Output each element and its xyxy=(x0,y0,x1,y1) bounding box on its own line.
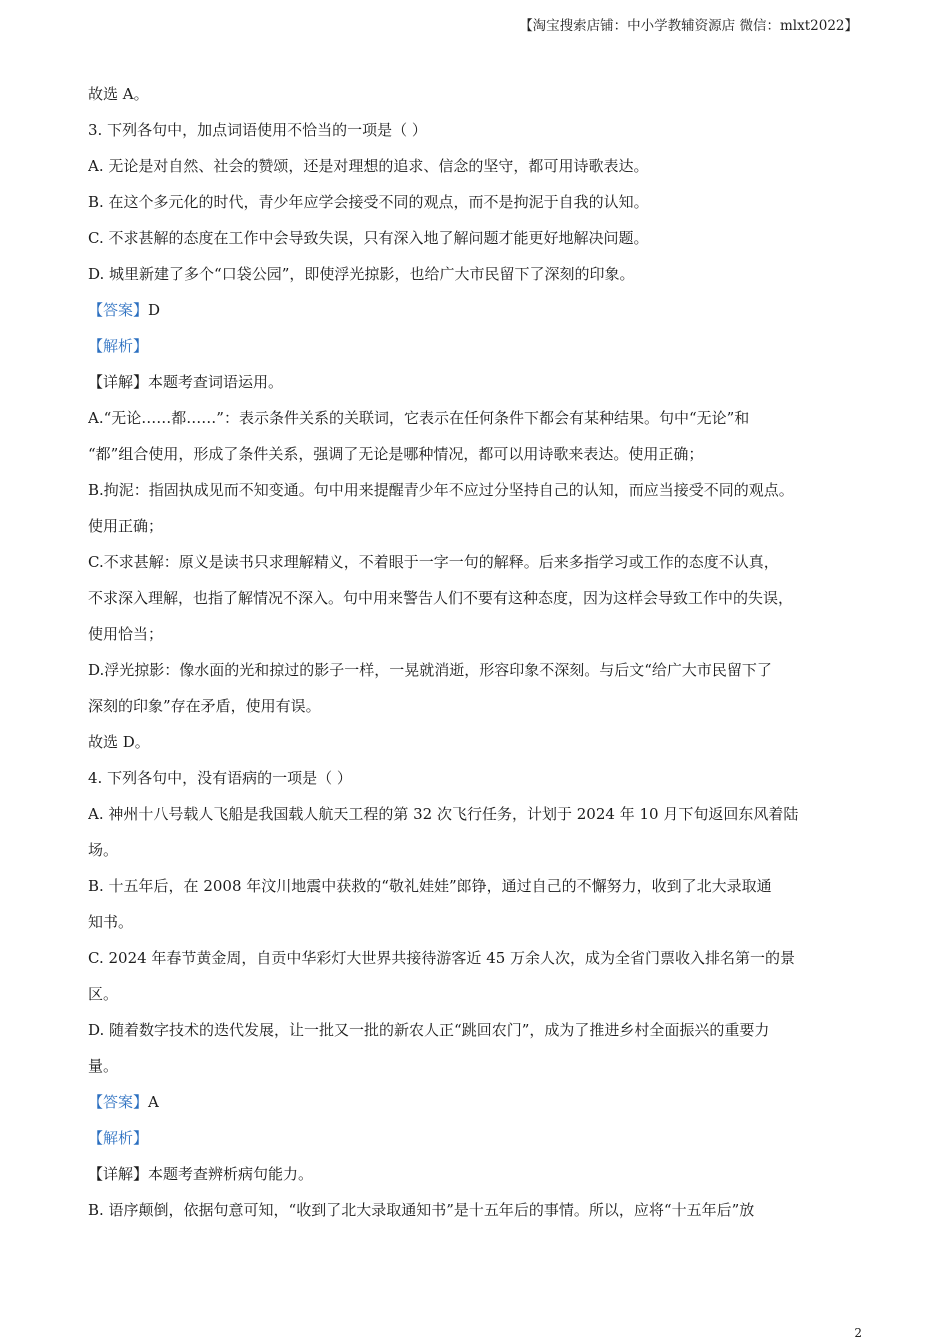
answer-value: D xyxy=(148,301,161,319)
line-text: 不求深入理解，也指了解情况不深入。句中用来警告人们不要有这种态度，因为这样会导致工作中的失误， xyxy=(88,589,794,607)
line-text: 使用恰当； xyxy=(88,625,164,643)
line-text: 知书。 xyxy=(88,913,134,931)
text-line xyxy=(88,328,866,364)
line-text: D. 随着数字技术的迭代发展，让一批又一批的新农人正“跳回农门”，成为了推进乡村全面振兴的重要力 xyxy=(88,1021,770,1039)
emphasized-term: 没有语病 xyxy=(197,769,258,787)
line-text: 于自我的认知。 xyxy=(543,193,649,211)
line-text: 【详解】本题考查辨析病句能力。 xyxy=(88,1165,314,1183)
line-text: A. xyxy=(88,157,109,175)
emphasized-term: 不求甚解 xyxy=(108,229,169,247)
page-number: 2 xyxy=(854,1326,862,1340)
text-line xyxy=(88,436,866,472)
text-line xyxy=(88,580,866,616)
text-line xyxy=(88,292,866,328)
line-text: C. 2024 年春节黄金周，自贡中华彩灯大世界共接待游客近 45 万余人次，成为全省门票收入排名第一的景 xyxy=(88,949,796,967)
line-text: B.拘泥：指固执成见而不知变通。句中用来提醒青少年不应过分坚持自己的认知，而应当接受不同的观点。 xyxy=(88,481,794,499)
text-line xyxy=(88,220,866,256)
text-line xyxy=(88,1120,866,1156)
text-line xyxy=(88,724,866,760)
line-text: 的态度在工作中会导致失误，只有深入地了解问题才能更好地解决问题。 xyxy=(168,229,649,247)
text-line xyxy=(88,1192,866,1228)
emphasized-term: 不恰当 xyxy=(287,121,333,139)
text-line xyxy=(88,364,866,400)
line-text: B. 语序颠倒，依据句意可知，“收到了北大录取通知书”是十五年后的事情。所以，应将“十五年后”放 xyxy=(88,1201,755,1219)
text-line xyxy=(88,616,866,652)
line-text: D.浮光掠影：像水面的光和掠过的影子一样，一晃就消逝，形容印象不深刻。与后文“给广大市民留下了 xyxy=(88,661,772,679)
text-line xyxy=(88,472,866,508)
emphasized-term: 拘泥 xyxy=(513,193,544,211)
line-text: D. 城里新建了多个“口袋公园”，即使 xyxy=(88,265,335,283)
line-text: 使用正确； xyxy=(88,517,164,535)
line-text: 量。 xyxy=(88,1057,119,1075)
text-line xyxy=(88,832,866,868)
text-line xyxy=(88,508,866,544)
emphasized-term: 无论 xyxy=(108,157,139,175)
text-line xyxy=(88,544,866,580)
section-tag: 【答案】 xyxy=(88,1093,149,1111)
text-line xyxy=(88,1084,866,1120)
page-header: 【淘宝搜索店铺：中小学教辅资源店 微信：mlxt2022】 xyxy=(519,18,858,34)
line-text: “都”组合使用，形成了条件关系，强调了无论是哪种情况，都可以用诗歌来表达。使用正确； xyxy=(88,445,704,463)
line-text: 深刻的印象”存在矛盾，使用有误。 xyxy=(88,697,321,715)
text-line xyxy=(88,184,866,220)
text-line xyxy=(88,112,866,148)
line-text: 的一项是（ ） xyxy=(332,121,427,139)
section-tag: 【答案】 xyxy=(88,301,149,319)
text-line xyxy=(88,256,866,292)
line-text: 可用诗歌表达。 xyxy=(543,157,649,175)
line-text: 故选 D。 xyxy=(88,733,150,751)
line-text: A. 神州十八号载人飞船是我国载人航天工程的第 32 次飞行任务，计划于 2024 年 10 月下旬返回东风着陆 xyxy=(88,805,799,823)
text-line xyxy=(88,940,866,976)
line-text: 【详解】本题考查词语运用。 xyxy=(88,373,284,391)
line-text: 4. 下列各句中， xyxy=(88,769,198,787)
text-line xyxy=(88,148,866,184)
text-line xyxy=(88,796,866,832)
line-text: C.不求甚解：原义是读书只求理解精义，不着眼于一字一句的解释。后来多指学习或工作的态度不认真， xyxy=(88,553,779,571)
emphasized-term: 浮光掠影 xyxy=(334,265,395,283)
line-text: ，也给广大市民留下了深刻的印象。 xyxy=(394,265,635,283)
line-text: C. xyxy=(88,229,109,247)
text-line xyxy=(88,1012,866,1048)
text-line xyxy=(88,400,866,436)
text-line xyxy=(88,760,866,796)
text-line xyxy=(88,76,866,112)
text-line xyxy=(88,904,866,940)
line-text: 3. 下列各句中，加点词语使用 xyxy=(88,121,288,139)
answer-value: A xyxy=(148,1093,159,1111)
line-text: 是对自然、社会的赞颂，还是对理想的追求、信念的坚守， xyxy=(138,157,529,175)
text-line xyxy=(88,688,866,724)
text-line xyxy=(88,652,866,688)
section-tag: 【解析】 xyxy=(88,337,149,355)
section-tag: 【解析】 xyxy=(88,1129,149,1147)
line-text: B. 十五年后，在 2008 年汶川地震中获救的“敬礼娃娃”郎铮，通过自己的不懈努力，收到了北大录取通 xyxy=(88,877,772,895)
text-line xyxy=(88,976,866,1012)
line-text: 故选 A。 xyxy=(88,85,149,103)
text-line xyxy=(88,868,866,904)
line-text: A.“无论……都……”：表示条件关系的关联词，它表示在任何条件下都会有某种结果。句中“无论”和 xyxy=(88,409,750,427)
text-line xyxy=(88,1048,866,1084)
emphasized-term: 都 xyxy=(528,157,544,175)
line-text: B. 在这个多元化的时代，青少年应学会接受不同的观点，而不是 xyxy=(88,193,514,211)
document-body xyxy=(88,76,866,1228)
line-text: 场。 xyxy=(88,841,119,859)
text-line xyxy=(88,1156,866,1192)
line-text: 区。 xyxy=(88,985,119,1003)
line-text: 的一项是（ ） xyxy=(257,769,352,787)
